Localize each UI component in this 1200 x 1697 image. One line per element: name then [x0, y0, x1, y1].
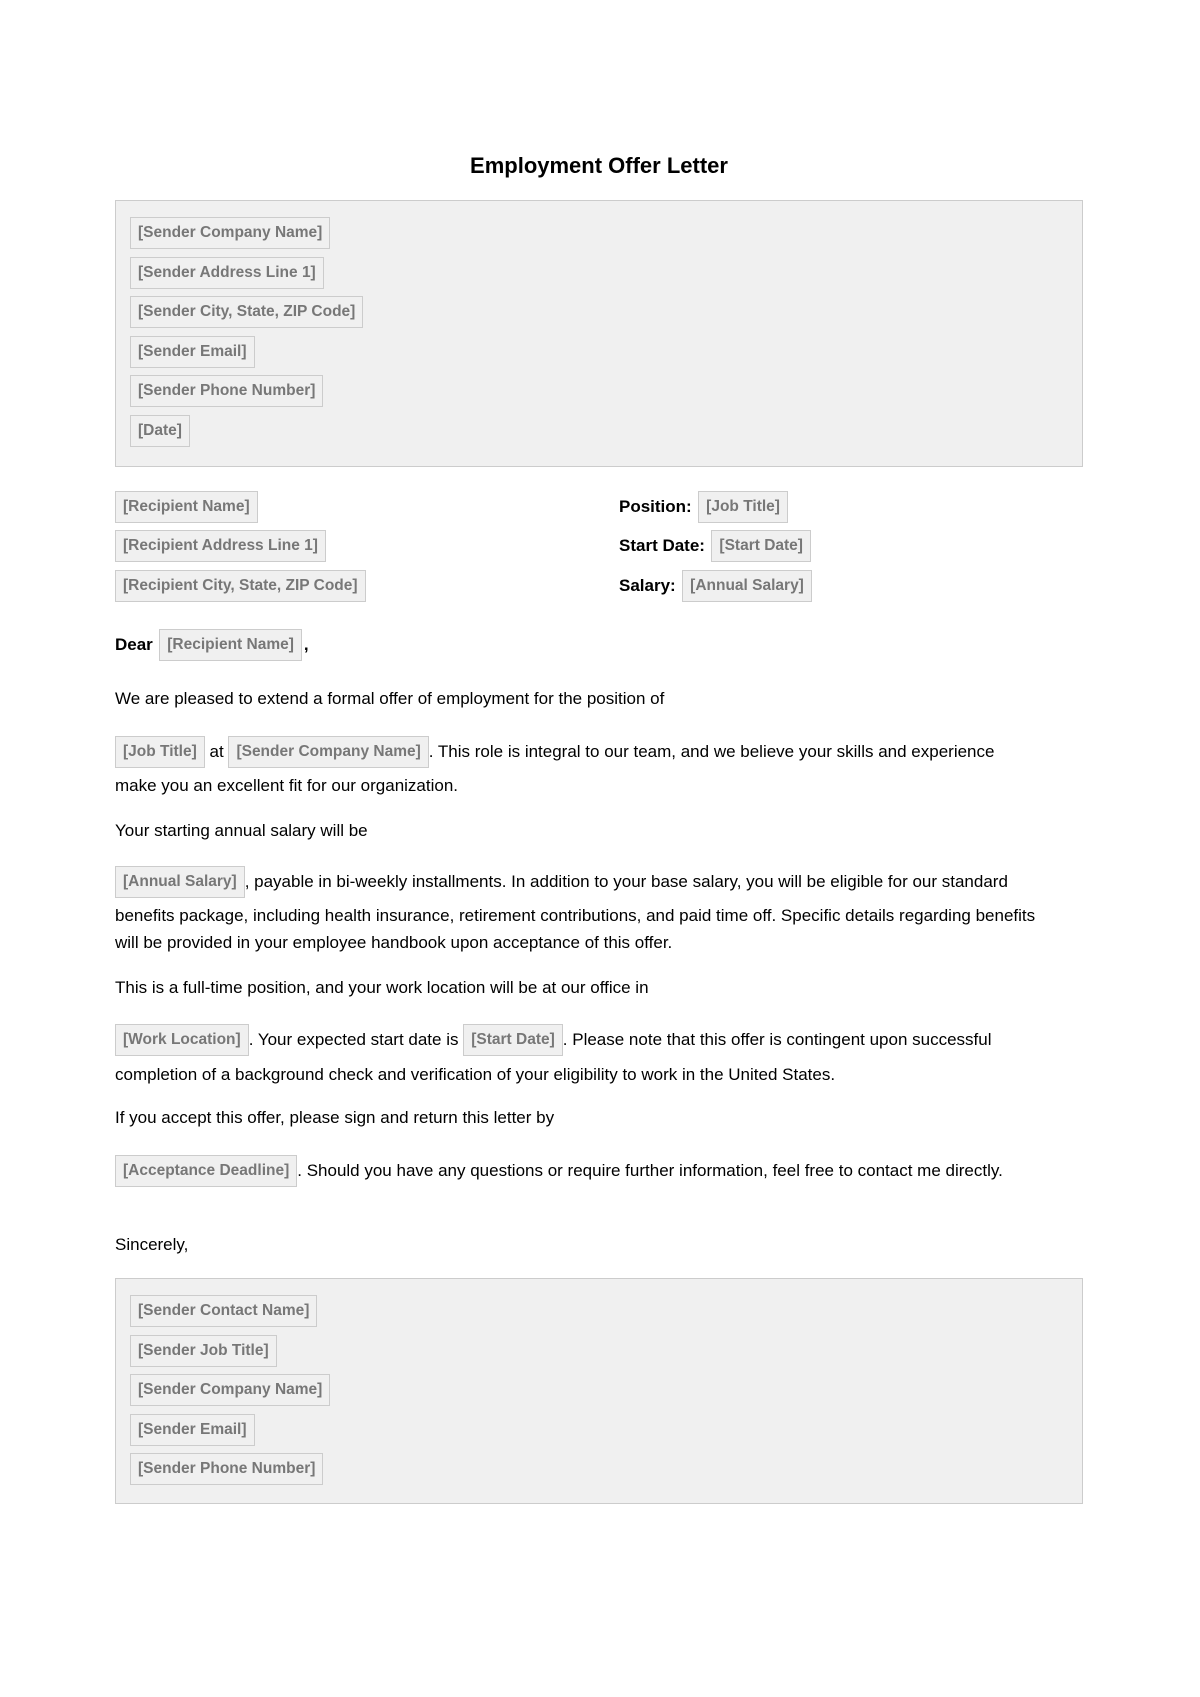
start-date-row [619, 530, 811, 562]
paragraph-2-text-3: will be provided in your employee handbook upon acceptance of this offer. [115, 933, 673, 952]
sender-block [115, 200, 1083, 467]
signature-phone-field[interactable]: [Sender Phone Number] [130, 1453, 323, 1485]
salutation-name-field[interactable]: [Recipient Name] [159, 629, 302, 661]
acceptance-deadline-field[interactable]: [Acceptance Deadline] [115, 1155, 297, 1187]
paragraph-1-intro: We are pleased to extend a formal offer of employment for the position of [115, 689, 665, 708]
paragraph-2-text-2: benefits package, including health insurance, retirement contributions, and paid time off. Specific details regarding benefits [115, 906, 1036, 925]
sender-city-state-zip-field[interactable]: [Sender City, State, ZIP Code] [130, 296, 363, 328]
company-name-field[interactable]: [Sender Company Name] [228, 736, 428, 768]
paragraph-2-intro: Your starting annual salary will be [115, 821, 368, 840]
signature-email-field[interactable]: [Sender Email] [130, 1414, 255, 1446]
paragraph-4-intro: If you accept this offer, please sign and return this letter by [115, 1108, 555, 1127]
paragraph-1-line [115, 736, 994, 768]
job-title-field[interactable]: [Job Title] [115, 736, 205, 768]
paragraph-1-text-1: . This role is integral to our team, and we believe your skills and experience [428, 742, 995, 761]
sender-email-field[interactable]: [Sender Email] [130, 336, 255, 368]
salary-row [619, 570, 812, 602]
start-date-label: Start Date: [619, 536, 705, 555]
paragraph-4-line [115, 1155, 1003, 1187]
paragraph-3-text-3: completion of a background check and verification of your eligibility to work in the United States. [115, 1065, 836, 1084]
recipient-city-state-zip-field[interactable]: [Recipient City, State, ZIP Code] [115, 570, 366, 602]
sender-address-line-1-field[interactable]: [Sender Address Line 1] [130, 257, 324, 289]
paragraph-3-line [115, 1024, 992, 1056]
paragraph-4-text-1: . Should you have any questions or require further information, feel free to contact me directly. [297, 1161, 1003, 1180]
salary-field[interactable]: [Annual Salary] [682, 570, 812, 602]
salary-label: Salary: [619, 576, 676, 595]
sender-phone-field[interactable]: [Sender Phone Number] [130, 375, 323, 407]
paragraph-2-text-1: , payable in bi-weekly installments. In addition to your base salary, you will be eligible for our standard [244, 872, 1008, 891]
position-row [619, 491, 788, 523]
annual-salary-field[interactable]: [Annual Salary] [115, 866, 245, 898]
sender-job-title-field[interactable]: [Sender Job Title] [130, 1335, 277, 1367]
sender-company-name-field[interactable]: [Sender Company Name] [130, 217, 330, 249]
recipient-name-field[interactable]: [Recipient Name] [115, 491, 258, 523]
signature-company-name-field[interactable]: [Sender Company Name] [130, 1374, 330, 1406]
date-field[interactable]: [Date] [130, 415, 190, 447]
page-title: Employment Offer Letter [470, 153, 728, 178]
paragraph-3-intro: This is a full-time position, and your work location will be at our office in [115, 978, 649, 997]
signature-block [115, 1278, 1083, 1504]
salutation [115, 629, 309, 661]
start-date-inline-field[interactable]: [Start Date] [463, 1024, 563, 1056]
work-location-field[interactable]: [Work Location] [115, 1024, 249, 1056]
start-date-field[interactable]: [Start Date] [711, 530, 811, 562]
recipient-address-line-1-field[interactable]: [Recipient Address Line 1] [115, 530, 326, 562]
paragraph-3-text-2: . Please note that this offer is contingent upon successful [562, 1030, 992, 1049]
paragraph-2-line [115, 866, 1008, 898]
salutation-prefix: Dear [115, 635, 153, 654]
salutation-suffix: , [303, 635, 309, 654]
at-text: at [209, 742, 224, 761]
closing: Sincerely, [115, 1235, 189, 1254]
position-label: Position: [619, 497, 692, 516]
sender-contact-name-field[interactable]: [Sender Contact Name] [130, 1295, 317, 1327]
position-field[interactable]: [Job Title] [698, 491, 788, 523]
paragraph-1-text-2: make you an excellent fit for our organization. [115, 776, 459, 795]
paragraph-3-text-1: . Your expected start date is [248, 1030, 459, 1049]
